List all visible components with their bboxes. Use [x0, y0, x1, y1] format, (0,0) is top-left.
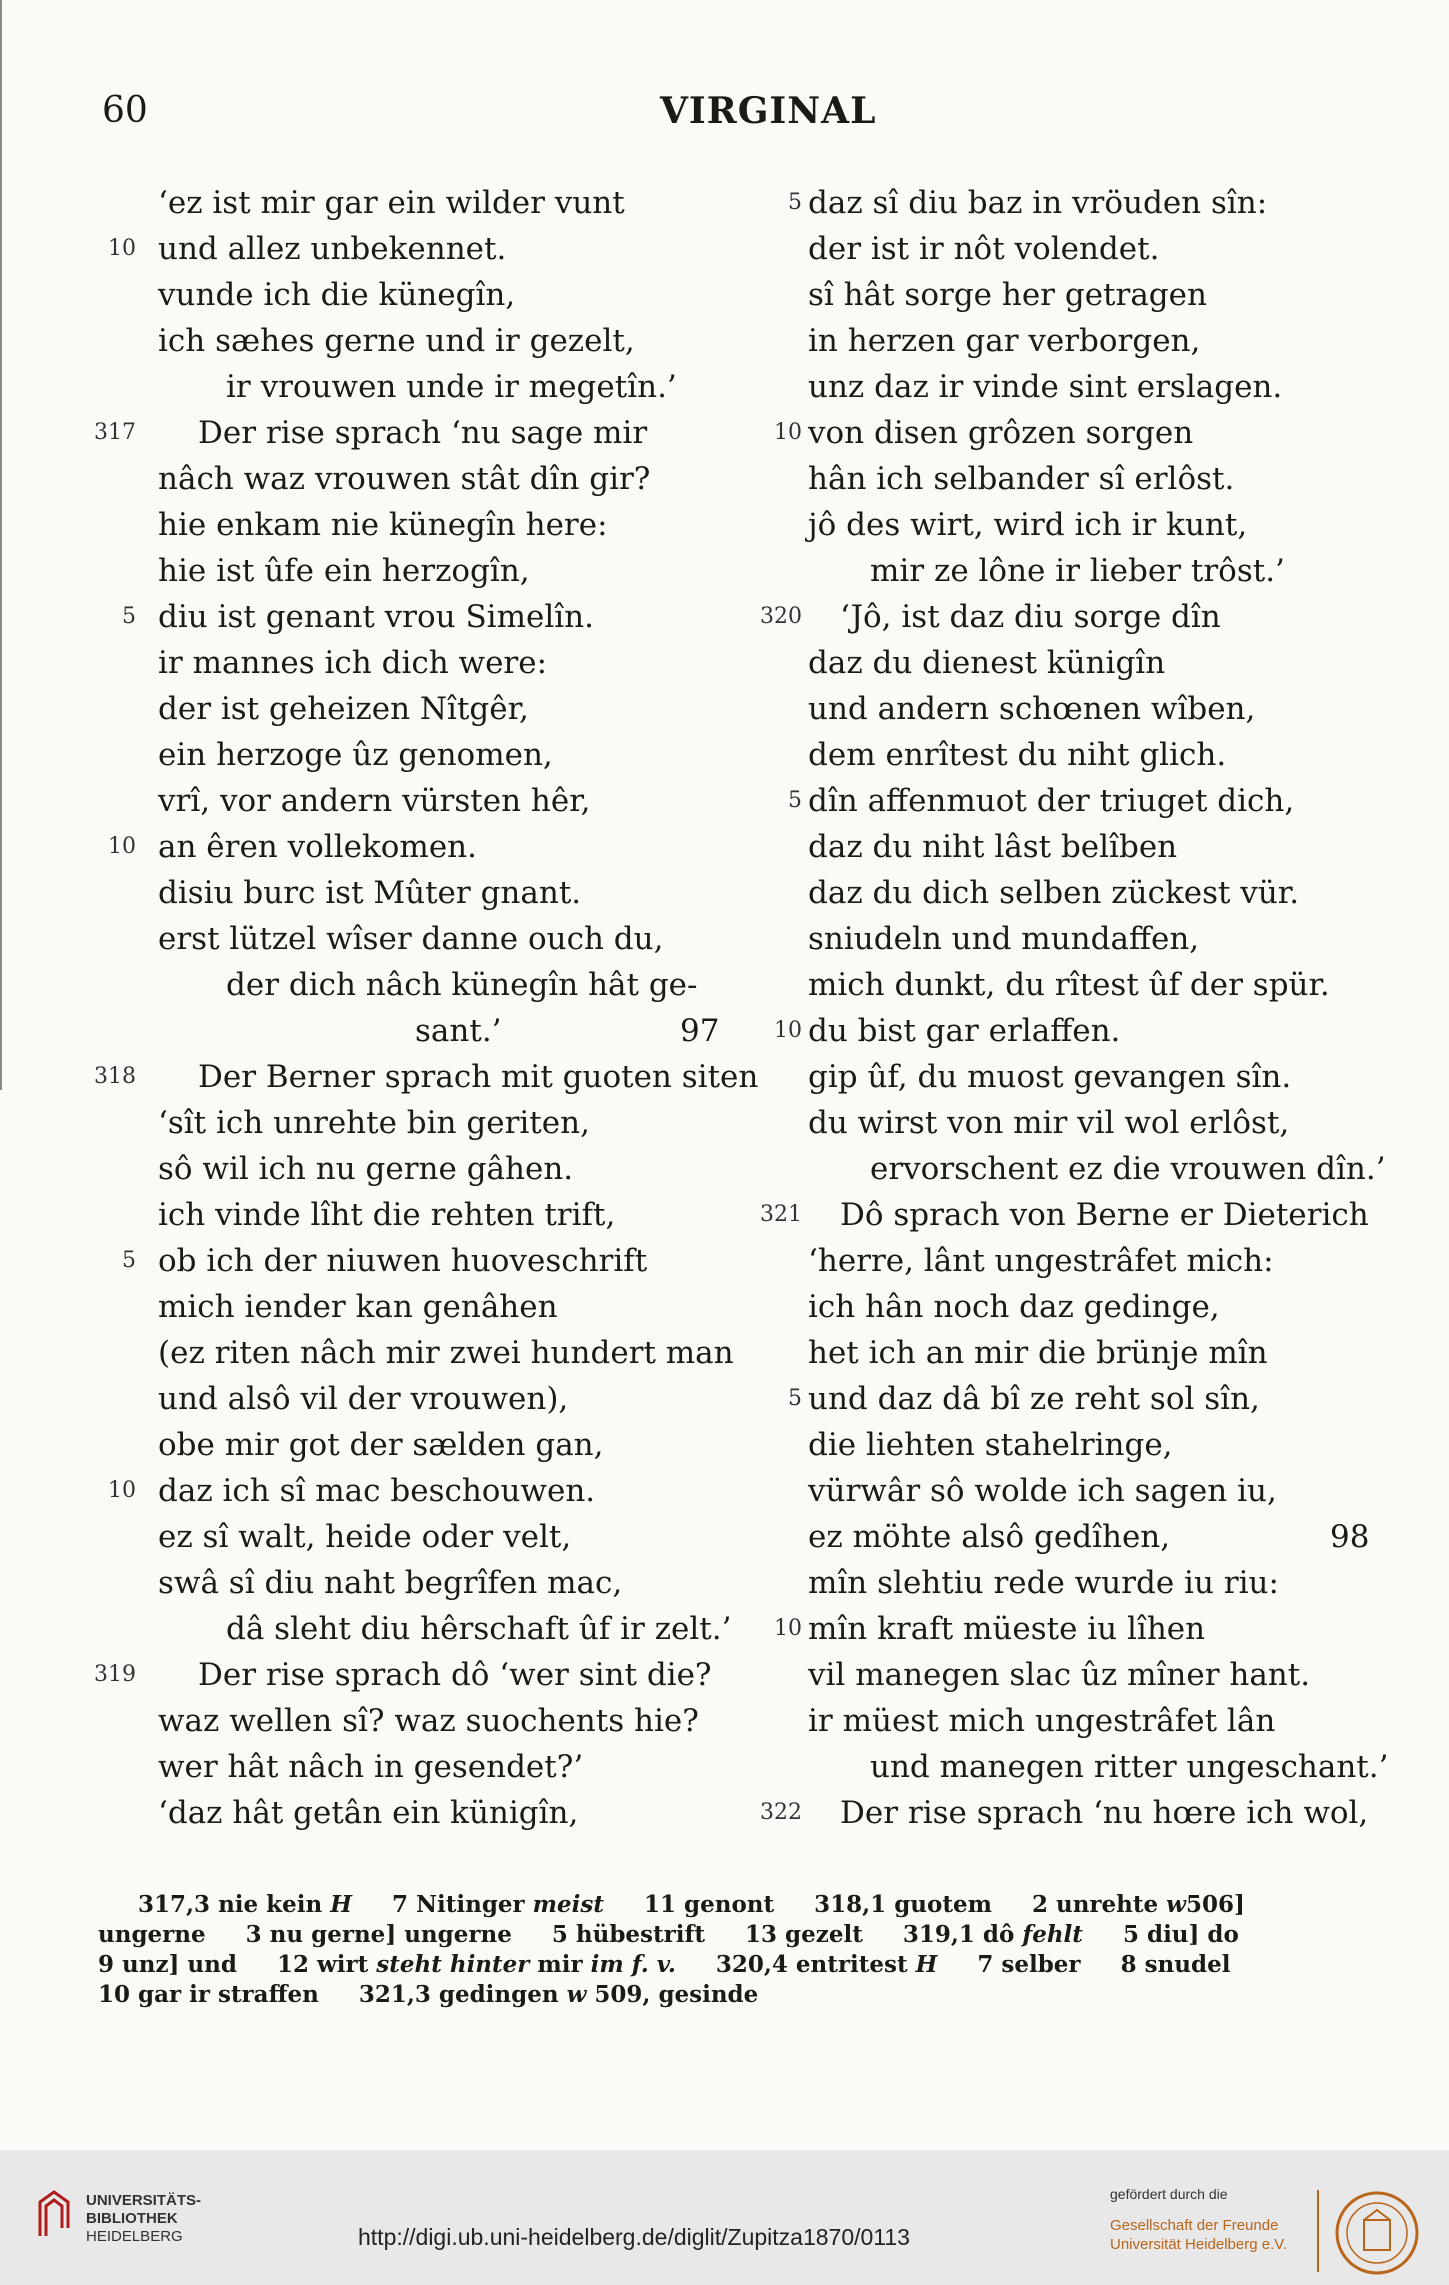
verse-line — [730, 1008, 1449, 1054]
verse-line — [0, 1100, 730, 1146]
verse-line — [0, 548, 730, 594]
verse-line — [0, 1376, 730, 1422]
verse-text: sant.’ — [415, 1013, 502, 1049]
line-number: 319 — [94, 1662, 136, 1687]
verse-line — [730, 824, 1449, 870]
verse-text: swâ sî diu naht begrîfen mac, — [158, 1565, 623, 1601]
verse-text: hân ich selbander sî erlôst. — [808, 461, 1235, 497]
verse-text: ez möhte alsô gedîhen, — [808, 1519, 1171, 1555]
verse-text: disiu burc ist Mûter gnant. — [158, 875, 582, 911]
verse-text: waz wellen sî? waz suochents hie? — [158, 1703, 699, 1739]
line-number: 10 — [108, 834, 136, 859]
sponsor-name-line2: Universität Heidelberg e.V. — [1110, 2236, 1288, 2253]
line-number: 5 — [122, 604, 136, 629]
verse-text: daz ich sî mac beschouwen. — [158, 1473, 596, 1509]
source-page-marker: 97 — [680, 1013, 720, 1049]
verse-line — [0, 318, 730, 364]
footnote-segment: 5 diu] do — [1082, 1921, 1239, 1948]
verse-text: und daz dâ bî ze reht sol sîn, — [808, 1381, 1260, 1417]
library-footer — [0, 2150, 1449, 2285]
verse-text: ir vrouwen unde ir megetîn.’ — [226, 369, 677, 405]
verse-text: dâ sleht diu hêrschaft ûf ir zelt.’ — [226, 1611, 732, 1647]
verse-line — [0, 778, 730, 824]
verse-line — [0, 1790, 730, 1836]
verse-text: die liehten stahelringe, — [808, 1427, 1173, 1463]
verse-text: vürwâr sô wolde ich sagen iu, — [808, 1473, 1277, 1509]
verse-text: der ist geheizen Nîtgêr, — [158, 691, 529, 727]
verse-line — [0, 1652, 730, 1698]
footnote-segment: steht hinter — [376, 1951, 530, 1978]
verse-line — [0, 594, 730, 640]
verse-line — [730, 870, 1449, 916]
footnote-segment: 509, gesinde — [586, 1981, 759, 2008]
verse-text: daz sî diu baz in vröuden sîn: — [808, 185, 1268, 221]
verse-line — [730, 1146, 1449, 1192]
line-number: 10 — [774, 1018, 802, 1043]
verse-line — [0, 1606, 730, 1652]
verse-text: Der rise sprach ‘nu sage mir — [198, 415, 648, 451]
verse-text: ich sæhes gerne und ir gezelt, — [158, 323, 635, 359]
verse-line — [0, 1330, 734, 1376]
verse-text: du bist gar erlaffen. — [808, 1013, 1121, 1049]
footnote-segment: 10 gar ir straffen 321,3 gedingen — [98, 1981, 567, 2008]
verse-text: erst lützel wîser danne ouch du, — [158, 921, 664, 957]
verse-line — [730, 1192, 1449, 1238]
verse-text: ich vinde lîht die rehten trift, — [158, 1197, 616, 1233]
verse-text: sô wil ich nu gerne gâhen. — [158, 1151, 574, 1187]
verse-line — [0, 1146, 730, 1192]
verse-line — [730, 1284, 1449, 1330]
verse-text: hie enkam nie künegîn here: — [158, 507, 608, 543]
left-verse-column — [0, 180, 759, 1836]
source-page-marker: 98 — [1330, 1519, 1370, 1555]
verse-line — [0, 1054, 759, 1100]
library-name-line2: BIBLIOTHEK — [86, 2210, 178, 2227]
footnote-segment: 11 genont 318,1 guotem 2 unrehte — [603, 1891, 1167, 1918]
verse-line — [0, 870, 730, 916]
verse-text: Der rise sprach dô ‘wer sint die? — [198, 1657, 712, 1693]
verse-line — [730, 180, 1449, 226]
footnote-line — [98, 1920, 1378, 1950]
verse-text: daz du dich selben zückest vür. — [808, 875, 1300, 911]
line-number: 321 — [760, 1202, 802, 1227]
verse-line — [0, 686, 730, 732]
line-number: 10 — [108, 236, 136, 261]
verse-text: mich dunkt, du rîtest ûf der spür. — [808, 967, 1330, 1003]
verse-text: vrî, vor andern vürsten hêr, — [158, 783, 591, 819]
verse-line — [0, 640, 730, 686]
verse-text: mich iender kan genâhen — [158, 1289, 558, 1325]
footnote-segment: w — [566, 1981, 587, 2008]
footnote-segment: meist — [532, 1891, 604, 1918]
footnote-line — [98, 1950, 1378, 1980]
footnote-segment: im f. v. — [590, 1951, 676, 1978]
verse-text: het ich an mir die brünje mîn — [808, 1335, 1268, 1371]
library-name-line1: UNIVERSITÄTS- — [86, 2192, 202, 2209]
verse-text: ein herzoge ûz genomen, — [158, 737, 553, 773]
verse-text: ‘herre, lânt ungestrâfet mich: — [808, 1243, 1274, 1279]
verse-text: ‘ez ist mir gar ein wilder vunt — [158, 185, 625, 221]
verse-line — [730, 410, 1449, 456]
verse-text: Der rise sprach ‘nu hœre ich wol, — [840, 1795, 1369, 1831]
footnote-segment: mir — [529, 1951, 591, 1978]
footnote-segment: 317,3 nie kein — [98, 1891, 331, 1918]
footnote-segment: ungerne 3 nu gerne] ungerne 5 hübestrift 13 gezelt 319,1 dô — [98, 1921, 1023, 1948]
verse-line — [0, 1284, 730, 1330]
verse-text: mir ze lône ir lieber trôst.’ — [870, 553, 1285, 589]
verse-line — [0, 1008, 730, 1054]
verse-line — [0, 502, 730, 548]
verse-line — [730, 732, 1449, 778]
verse-line — [0, 456, 730, 502]
verse-text: der dich nâch künegîn hât ge- — [226, 967, 698, 1003]
verse-line — [730, 364, 1449, 410]
library-name — [86, 2192, 201, 2246]
verse-line — [730, 916, 1449, 962]
verse-text: daz du dienest künigîn — [808, 645, 1166, 681]
verse-text: und alsô vil der vrouwen), — [158, 1381, 569, 1417]
verse-text: obe mir got der sælden gan, — [158, 1427, 604, 1463]
verse-text: an êren vollekomen. — [158, 829, 477, 865]
verse-line — [730, 640, 1449, 686]
verse-line — [0, 916, 730, 962]
verse-text: vunde ich die künegîn, — [158, 277, 516, 313]
verse-text: vil manegen slac ûz mîner hant. — [808, 1657, 1311, 1693]
verse-line — [730, 226, 1449, 272]
verse-text: der ist ir nôt volendet. — [808, 231, 1160, 267]
verse-line — [730, 1054, 1449, 1100]
verse-text: von disen grôzen sorgen — [808, 415, 1194, 451]
verse-line — [0, 226, 730, 272]
verse-text: sî hât sorge her getragen — [808, 277, 1207, 313]
verse-text: diu ist genant vrou Simelîn. — [158, 599, 594, 635]
library-logo-icon — [34, 2188, 74, 2238]
verse-text: und allez unbekennet. — [158, 231, 507, 267]
verse-text: sniudeln und mundaffen, — [808, 921, 1200, 957]
footnote-segment: H — [915, 1951, 938, 1978]
verse-text: du wirst von mir vil wol erlôst, — [808, 1105, 1290, 1141]
footnote-line — [98, 1890, 1378, 1920]
verse-line — [0, 1238, 730, 1284]
verse-text: und andern schœnen wîben, — [808, 691, 1256, 727]
verse-line — [730, 1790, 1449, 1836]
verse-text: ez sî walt, heide oder velt, — [158, 1519, 572, 1555]
verse-line — [730, 318, 1449, 364]
verse-line — [0, 180, 730, 226]
line-number: 5 — [122, 1248, 136, 1273]
verse-text: mîn kraft müeste iu lîhen — [808, 1611, 1206, 1647]
verse-text: hie ist ûfe ein herzogîn, — [158, 553, 530, 589]
verse-line — [730, 1652, 1449, 1698]
verse-line — [0, 272, 730, 318]
verse-line — [730, 1100, 1449, 1146]
verse-line — [730, 502, 1449, 548]
verse-line — [0, 1468, 730, 1514]
verse-text: Dô sprach von Berne er Dieterich — [840, 1197, 1369, 1233]
verse-line — [730, 272, 1449, 318]
verse-text: unz daz ir vinde sint erslagen. — [808, 369, 1283, 405]
verse-text: ir müest mich ungestrâfet lân — [808, 1703, 1276, 1739]
verse-text: ich hân noch daz gedinge, — [808, 1289, 1220, 1325]
line-number: 5 — [788, 788, 802, 813]
verse-text: ‘sît ich unrehte bin geriten, — [158, 1105, 590, 1141]
verse-line — [0, 1698, 730, 1744]
running-title: VIRGINAL — [660, 90, 877, 132]
verse-line — [730, 1514, 1449, 1560]
verse-line — [0, 1744, 730, 1790]
verse-text: wer hât nâch in gesendet?’ — [158, 1749, 584, 1785]
verse-line — [0, 732, 730, 778]
university-seal-icon — [1334, 2190, 1420, 2276]
page-number: 60 — [102, 90, 148, 131]
library-name-line3: HEIDELBERG — [86, 2228, 183, 2245]
verse-line — [730, 1606, 1449, 1652]
verse-line — [730, 686, 1449, 732]
verse-text: in herzen gar verborgen, — [808, 323, 1201, 359]
digital-url-link[interactable]: http://digi.ub.uni-heidelberg.de/diglit/Zupitza1870/0113 — [358, 2224, 910, 2250]
footnote-segment: w — [1166, 1891, 1186, 1918]
footnote-segment: 9 unz] und 12 wirt — [98, 1951, 377, 1978]
footnote-segment: 7 Nitinger — [351, 1891, 533, 1918]
line-number: 322 — [760, 1800, 802, 1825]
verse-line — [0, 1192, 730, 1238]
verse-line — [0, 364, 730, 410]
verse-text: ervorschent ez die vrouwen dîn.’ — [870, 1151, 1386, 1187]
verse-text: (ez riten nâch mir zwei hundert man — [158, 1335, 734, 1371]
verse-text: Der Berner sprach mit guoten siten — [198, 1059, 759, 1095]
verse-line — [730, 1422, 1449, 1468]
verse-line — [730, 1238, 1449, 1284]
verse-line — [0, 962, 730, 1008]
verse-line — [730, 548, 1449, 594]
verse-line — [730, 1744, 1449, 1790]
line-number: 318 — [94, 1064, 136, 1089]
verse-line — [730, 594, 1449, 640]
footnote-segment: 506] — [1185, 1891, 1245, 1918]
verse-line — [0, 410, 730, 456]
verse-line — [730, 1698, 1449, 1744]
line-number: 10 — [774, 420, 802, 445]
line-number: 317 — [94, 420, 136, 445]
verse-text: ob ich der niuwen huoveschrift — [158, 1243, 648, 1279]
line-number: 10 — [774, 1616, 802, 1641]
verse-line — [0, 1422, 730, 1468]
verse-line — [730, 1560, 1449, 1606]
verse-text: nâch waz vrouwen stât dîn gir? — [158, 461, 651, 497]
verse-text: ir mannes ich dich were: — [158, 645, 548, 681]
line-number: 5 — [788, 1386, 802, 1411]
footnotes — [98, 1890, 1378, 2010]
verse-text: gip ûf, du muost gevangen sîn. — [808, 1059, 1292, 1095]
line-number: 10 — [108, 1478, 136, 1503]
verse-text: ‘Jô, ist daz diu sorge dîn — [840, 599, 1221, 635]
verse-text: dem enrîtest du niht glich. — [808, 737, 1227, 773]
footnote-line — [98, 1980, 1378, 2010]
verse-text: mîn slehtiu rede wurde iu riu: — [808, 1565, 1279, 1601]
verse-line — [730, 1376, 1449, 1422]
verse-line — [730, 778, 1449, 824]
line-number: 320 — [760, 604, 802, 629]
verse-text: ‘daz hât getân ein künigîn, — [158, 1795, 579, 1831]
right-verse-column — [730, 180, 1449, 1836]
footnote-segment: 320,4 entritest — [675, 1951, 916, 1978]
verse-line — [730, 962, 1449, 1008]
sponsor-name-line1: Gesellschaft der Freunde — [1110, 2217, 1279, 2234]
sponsor-block — [1110, 2186, 1287, 2254]
line-number: 5 — [788, 190, 802, 215]
verse-line — [730, 1330, 1449, 1376]
verse-text: dîn affenmuot der triuget dich, — [808, 783, 1295, 819]
verse-text: jô des wirt, wird ich ir kunt, — [808, 507, 1248, 543]
sponsor-intro: gefördert durch die — [1110, 2186, 1228, 2202]
footer-divider — [1317, 2190, 1319, 2272]
footnote-segment: 7 selber 8 snudel — [937, 1951, 1231, 1978]
verse-line — [0, 1514, 730, 1560]
footnote-segment: H — [330, 1891, 352, 1918]
footnote-segment: fehlt — [1022, 1921, 1083, 1948]
verse-text: daz du niht lâst belîben — [808, 829, 1178, 865]
verse-line — [730, 456, 1449, 502]
verse-line — [730, 1468, 1449, 1514]
verse-line — [0, 1560, 730, 1606]
verse-text: und manegen ritter ungeschant.’ — [870, 1749, 1389, 1785]
verse-line — [0, 824, 730, 870]
